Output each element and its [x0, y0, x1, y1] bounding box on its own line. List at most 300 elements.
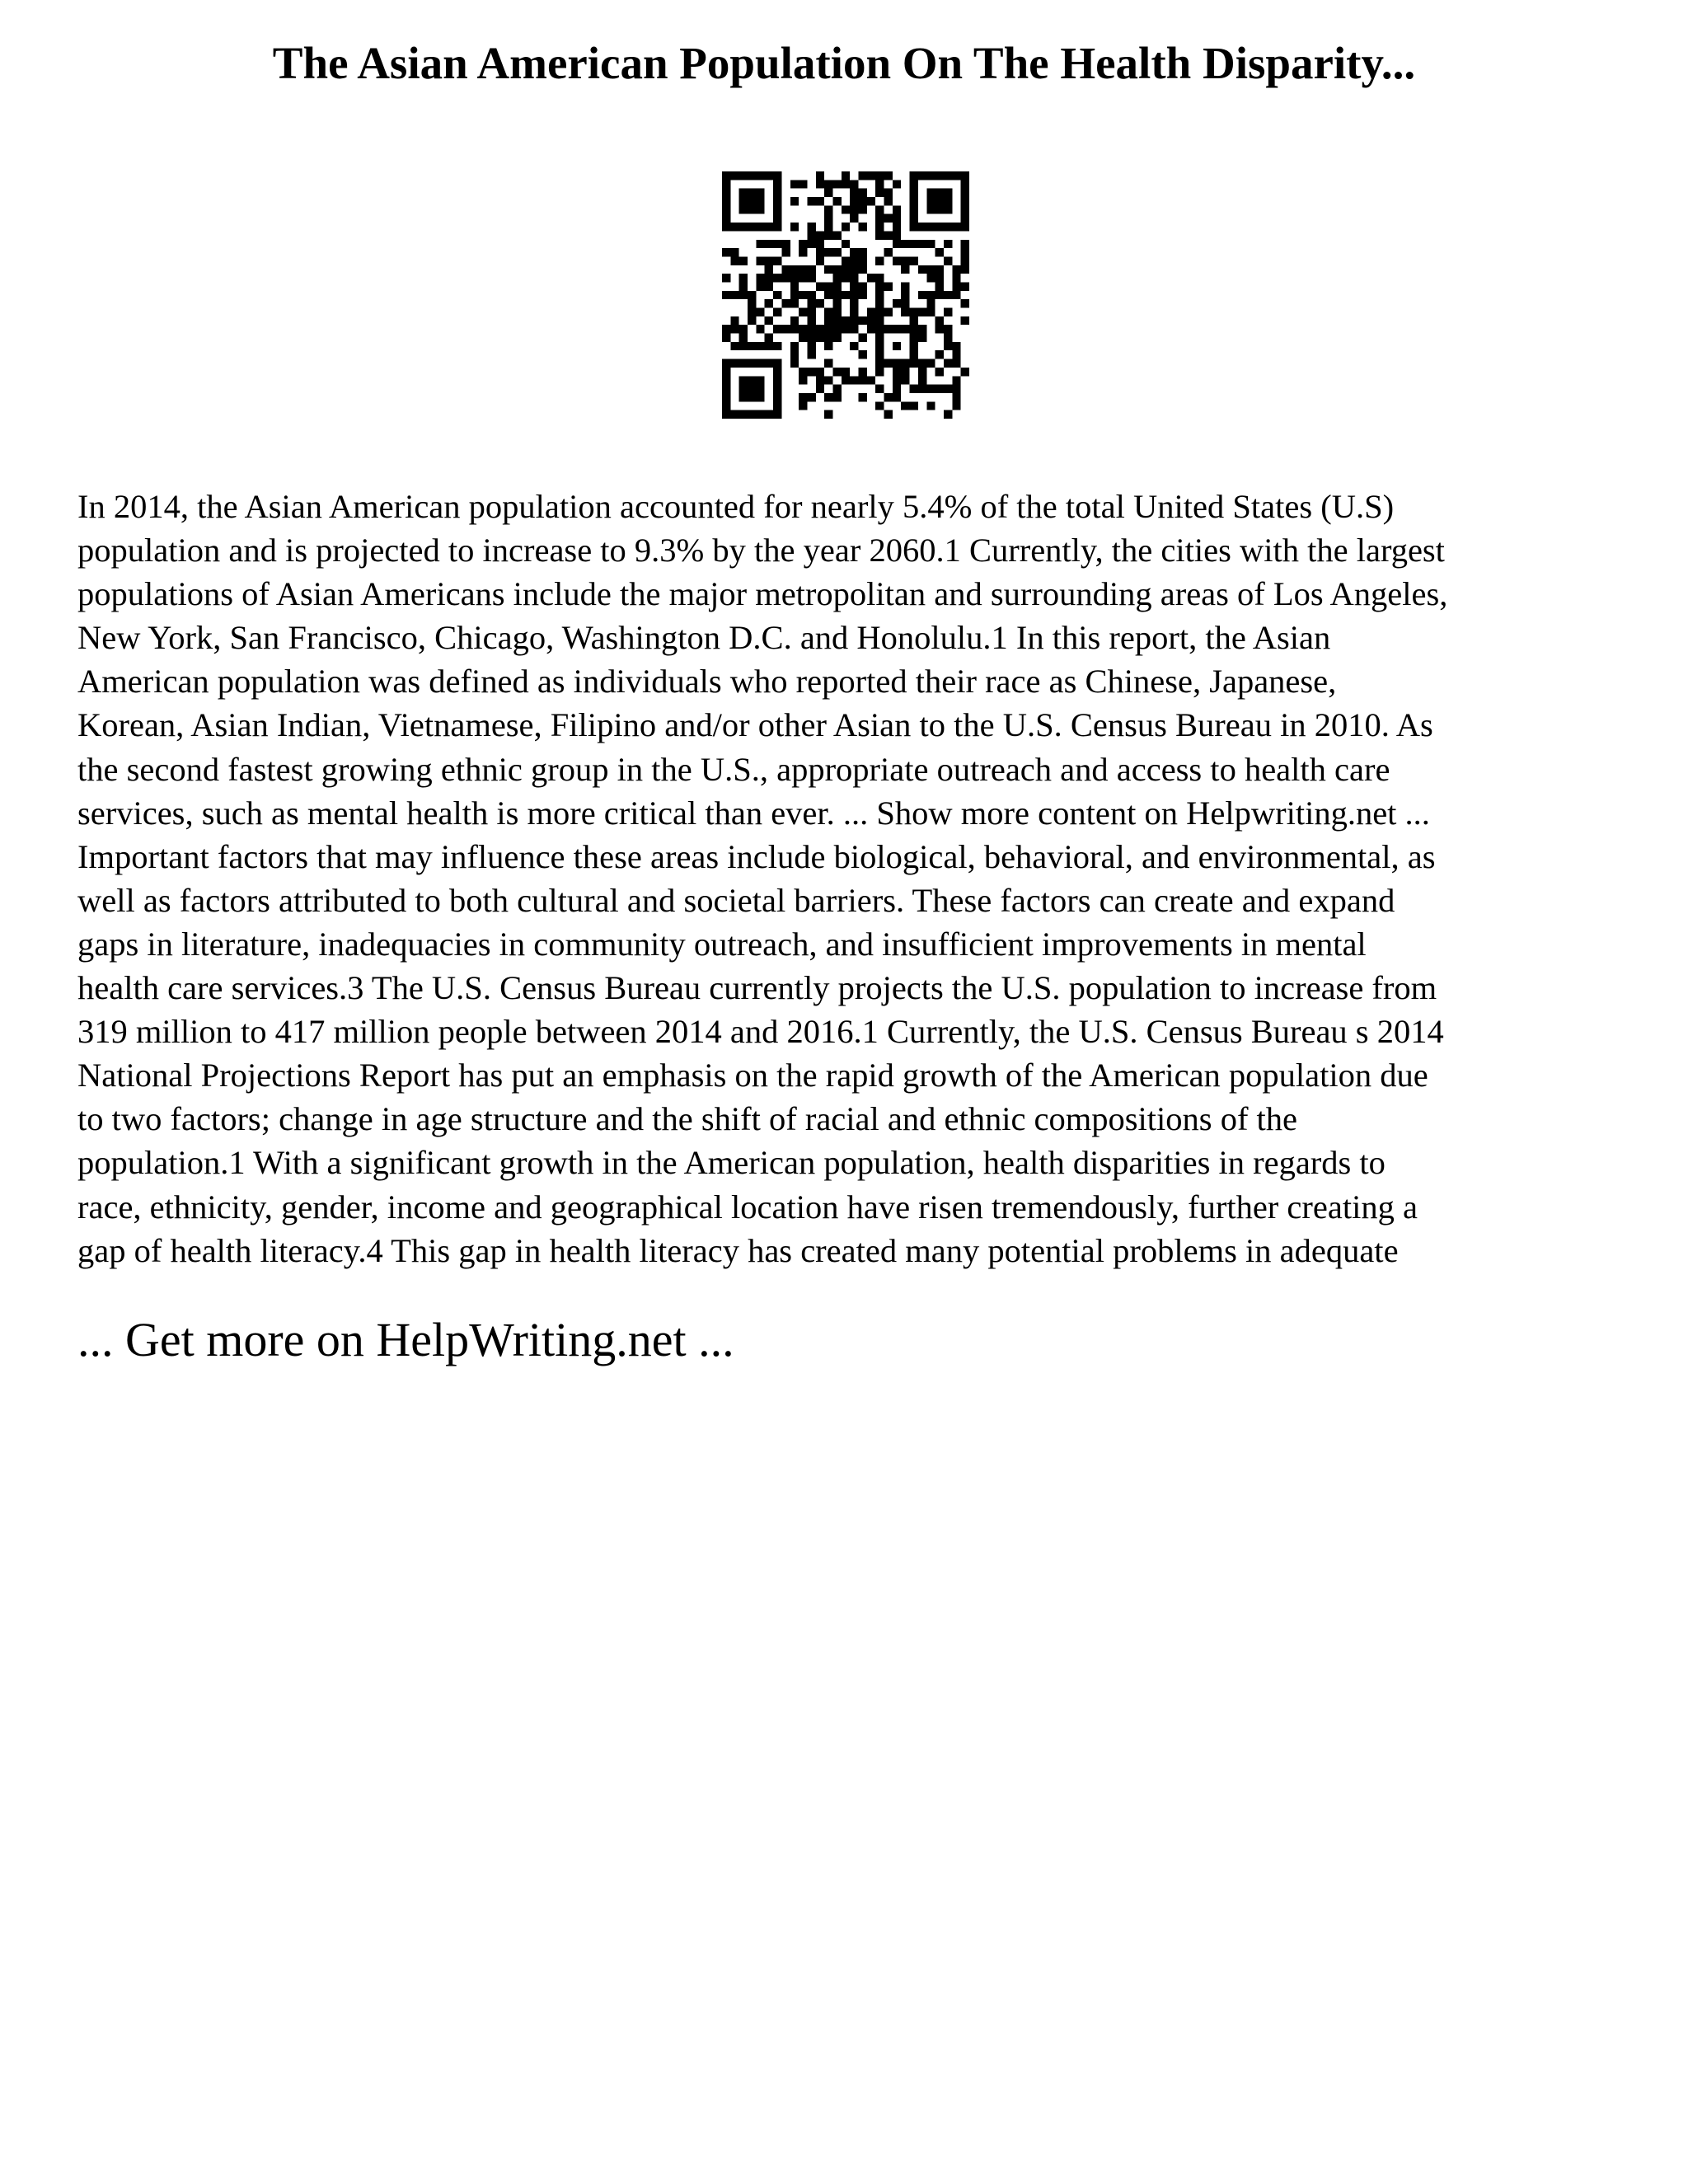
qr-module: [867, 274, 875, 282]
qr-module: [739, 291, 748, 299]
qr-module: [816, 248, 824, 256]
qr-module: [842, 171, 850, 180]
qr-module: [756, 171, 764, 180]
qr-module: [850, 376, 858, 384]
qr-module: [944, 197, 952, 205]
qr-module: [875, 231, 884, 239]
qr-module: [935, 205, 944, 213]
qr-module: [944, 223, 952, 231]
qr-module: [842, 223, 850, 231]
qr-module: [867, 197, 875, 205]
qr-module: [952, 393, 960, 401]
qr-module: [961, 214, 969, 223]
qr-module: [756, 359, 764, 368]
qr-module: [748, 197, 756, 205]
qr-module: [859, 393, 867, 401]
qr-module: [893, 205, 901, 213]
qr-module: [739, 385, 748, 393]
qr-module: [765, 342, 773, 350]
qr-module: [952, 171, 960, 180]
qr-module: [781, 325, 790, 333]
qr-module: [824, 291, 832, 299]
qr-module: [816, 240, 824, 248]
qr-module: [944, 342, 952, 350]
qr-module: [824, 223, 832, 231]
qr-module: [850, 205, 858, 213]
qr-module: [875, 385, 884, 393]
qr-module: [893, 240, 901, 248]
qr-module: [765, 334, 773, 342]
qr-module: [859, 316, 867, 325]
qr-module: [935, 350, 944, 359]
qr-module: [944, 291, 952, 299]
body-line: 319 million to 417 million people between 2014 and 2016.1 Currently, the U.S. Census Bureau s 2014: [77, 1013, 1444, 1051]
qr-module: [875, 291, 884, 299]
qr-module: [875, 359, 884, 368]
qr-module: [850, 316, 858, 325]
qr-module: [944, 205, 952, 213]
qr-module: [730, 359, 738, 368]
qr-module: [961, 248, 969, 256]
qr-module: [884, 359, 893, 368]
qr-module: [832, 316, 841, 325]
qr-module: [790, 299, 799, 307]
qr-module: [952, 401, 960, 410]
qr-module: [799, 368, 807, 376]
qr-module: [832, 248, 841, 256]
qr-module: [859, 291, 867, 299]
qr-module: [807, 316, 815, 325]
qr-module: [748, 359, 756, 368]
qr-module: [850, 299, 858, 307]
qr-module: [722, 325, 730, 333]
qr-module: [893, 385, 901, 393]
qr-module: [850, 282, 858, 290]
qr-module: [773, 197, 781, 205]
qr-module: [910, 359, 918, 368]
qr-module: [918, 359, 926, 368]
qr-module: [918, 171, 926, 180]
qr-module: [859, 171, 867, 180]
qr-module: [765, 359, 773, 368]
qr-module: [790, 197, 799, 205]
qr-module: [730, 291, 738, 299]
qr-module: [739, 359, 748, 368]
qr-module: [893, 299, 901, 307]
qr-module: [832, 231, 841, 239]
qr-module: [722, 410, 730, 419]
qr-module: [824, 316, 832, 325]
qr-module: [765, 299, 773, 307]
qr-module: [739, 205, 748, 213]
qr-module: [944, 171, 952, 180]
qr-module: [765, 274, 773, 282]
qr-module: [910, 316, 918, 325]
qr-module: [730, 342, 738, 350]
qr-module: [910, 189, 918, 197]
qr-module: [748, 189, 756, 197]
qr-module: [824, 342, 832, 350]
qr-module: [944, 189, 952, 197]
qr-module: [722, 274, 730, 282]
qr-module: [842, 368, 850, 376]
qr-module: [875, 401, 884, 410]
qr-module: [824, 282, 832, 290]
qr-module: [867, 316, 875, 325]
qr-module: [842, 265, 850, 274]
qr-module: [773, 308, 781, 316]
qr-module: [773, 410, 781, 419]
qr-module: [918, 334, 926, 342]
qr-module: [722, 171, 730, 180]
qr-module: [832, 180, 841, 188]
qr-module: [842, 316, 850, 325]
body-line: services, such as mental health is more critical than ever. ... Show more content on Helpwriting.net ...: [77, 794, 1430, 832]
qr-module: [722, 180, 730, 188]
qr-module: [824, 334, 832, 342]
qr-module: [859, 350, 867, 359]
qr-module: [807, 368, 815, 376]
qr-module: [935, 189, 944, 197]
qr-module: [799, 240, 807, 248]
qr-module: [875, 256, 884, 265]
qr-code-graphic: [722, 171, 969, 419]
qr-module: [850, 291, 858, 299]
qr-module: [901, 256, 909, 265]
qr-module: [901, 325, 909, 333]
qr-module: [867, 308, 875, 316]
qr-module: [961, 171, 969, 180]
body-line: National Projections Report has put an emphasis on the rapid growth of the American population due: [77, 1057, 1428, 1094]
qr-module: [748, 316, 756, 325]
qr-module: [748, 410, 756, 419]
qr-module: [722, 385, 730, 393]
qr-module: [765, 316, 773, 325]
qr-module: [910, 223, 918, 231]
qr-module: [799, 180, 807, 188]
qr-module: [807, 334, 815, 342]
qr-module: [918, 240, 926, 248]
qr-module: [807, 231, 815, 239]
body-line: gaps in literature, inadequacies in community outreach, and insufficient improvements in mental: [77, 925, 1367, 963]
qr-module: [884, 308, 893, 316]
qr-module: [773, 274, 781, 282]
qr-module: [935, 368, 944, 376]
qr-module: [807, 393, 815, 401]
qr-module: [790, 223, 799, 231]
qr-module: [850, 189, 858, 197]
qr-module: [910, 308, 918, 316]
qr-module: [935, 248, 944, 256]
qr-module: [952, 359, 960, 368]
qr-module: [926, 308, 935, 316]
qr-module: [944, 325, 952, 333]
qr-module: [961, 223, 969, 231]
qr-module: [773, 189, 781, 197]
qr-module: [756, 223, 764, 231]
qr-module: [961, 197, 969, 205]
qr-module: [875, 350, 884, 359]
qr-module: [910, 350, 918, 359]
qr-module: [952, 385, 960, 393]
qr-module: [867, 325, 875, 333]
qr-module: [884, 282, 893, 290]
qr-module: [850, 256, 858, 265]
qr-module: [875, 223, 884, 231]
qr-module: [910, 256, 918, 265]
qr-module: [926, 359, 935, 368]
qr-module: [816, 197, 824, 205]
qr-module: [765, 171, 773, 180]
qr-module: [961, 180, 969, 188]
qr-module: [832, 393, 841, 401]
qr-module: [910, 180, 918, 188]
qr-module: [799, 248, 807, 256]
qr-module: [875, 180, 884, 188]
qr-module: [935, 385, 944, 393]
get-more-link[interactable]: ... Get more on HelpWriting.net ...: [77, 1313, 734, 1366]
qr-module: [961, 299, 969, 307]
qr-module: [730, 171, 738, 180]
qr-module: [756, 410, 764, 419]
qr-module: [807, 325, 815, 333]
body-line: New York, San Francisco, Chicago, Washington D.C. and Honolulu.1 In this report, the Asian: [77, 619, 1331, 657]
qr-module: [773, 385, 781, 393]
qr-module: [875, 334, 884, 342]
qr-module: [739, 223, 748, 231]
qr-module: [807, 350, 815, 359]
qr-module: [961, 189, 969, 197]
qr-module: [935, 171, 944, 180]
qr-module: [850, 325, 858, 333]
qr-module: [773, 291, 781, 299]
qr-module: [824, 376, 832, 384]
qr-module: [722, 376, 730, 384]
qr-module: [773, 256, 781, 265]
qr-module: [781, 240, 790, 248]
qr-module: [859, 265, 867, 274]
qr-module: [850, 248, 858, 256]
qr-module: [756, 274, 764, 282]
qr-module: [952, 376, 960, 384]
qr-module: [756, 393, 764, 401]
qr-module: [816, 171, 824, 180]
qr-module: [926, 171, 935, 180]
body-line: populations of Asian Americans include the major metropolitan and surrounding areas of Los Angeles,: [77, 575, 1448, 613]
qr-module: [842, 256, 850, 265]
qr-module: [807, 240, 815, 248]
qr-module: [773, 401, 781, 410]
qr-module: [816, 282, 824, 290]
qr-module: [816, 368, 824, 376]
qr-module: [765, 265, 773, 274]
qr-module: [773, 325, 781, 333]
qr-module: [790, 350, 799, 359]
qr-module: [850, 308, 858, 316]
qr-module: [918, 308, 926, 316]
qr-module: [910, 385, 918, 393]
body-line: Korean, Asian Indian, Vietnamese, Filipino and/or other Asian to the U.S. Census Bureau in 2010. As: [77, 706, 1433, 744]
qr-module: [961, 265, 969, 274]
qr-module: [901, 359, 909, 368]
qr-module: [773, 342, 781, 350]
qr-module: [722, 248, 730, 256]
qr-module: [722, 223, 730, 231]
body-line: population and is projected to increase to 9.3% by the year 2060.1 Currently, the cities with the largest: [77, 532, 1445, 569]
qr-module: [875, 274, 884, 282]
qr-module: [944, 256, 952, 265]
qr-module: [926, 205, 935, 213]
qr-module: [722, 334, 730, 342]
qr-module: [756, 308, 764, 316]
qr-module: [765, 410, 773, 419]
qr-module: [807, 308, 815, 316]
qr-module: [790, 325, 799, 333]
qr-module: [832, 299, 841, 307]
qr-module: [859, 376, 867, 384]
qr-module: [875, 342, 884, 350]
qr-module: [901, 401, 909, 410]
qr-module: [816, 385, 824, 393]
qr-module: [773, 214, 781, 223]
qr-module: [824, 325, 832, 333]
body-line: Important factors that may influence these areas include biological, behavioral, and environmental, as: [77, 837, 1436, 875]
qr-module: [824, 231, 832, 239]
qr-module: [799, 393, 807, 401]
qr-module: [748, 376, 756, 384]
qr-module: [884, 197, 893, 205]
qr-module: [935, 291, 944, 299]
qr-module: [875, 189, 884, 197]
qr-module: [918, 376, 926, 384]
qr-module: [790, 282, 799, 290]
qr-module: [799, 308, 807, 316]
qr-module: [722, 197, 730, 205]
qr-module: [773, 368, 781, 376]
qr-module: [901, 308, 909, 316]
qr-module: [893, 223, 901, 231]
qr-module: [875, 368, 884, 376]
qr-module: [893, 376, 901, 384]
qr-module: [859, 197, 867, 205]
qr-module: [935, 282, 944, 290]
qr-module: [816, 256, 824, 265]
body-line: race, ethnicity, gender, income and geographical location have risen tremendously, further creating a: [77, 1188, 1418, 1226]
body-line: population.1 With a significant growth in the American population, health disparities in regards to: [77, 1144, 1386, 1182]
qr-module: [824, 180, 832, 188]
qr-module: [961, 256, 969, 265]
qr-module: [875, 205, 884, 213]
qr-module: [781, 299, 790, 307]
qr-code-icon[interactable]: [722, 171, 969, 419]
qr-module: [739, 274, 748, 282]
qr-module: [799, 325, 807, 333]
qr-module: [722, 205, 730, 213]
qr-module: [722, 401, 730, 410]
qr-module: [859, 282, 867, 290]
qr-module: [790, 342, 799, 350]
qr-module: [832, 291, 841, 299]
qr-module: [730, 223, 738, 231]
qr-module: [893, 231, 901, 239]
page-title: The Asian American Population On The Health Disparity...: [272, 38, 1416, 88]
body-line: In 2014, the Asian American population accounted for nearly 5.4% of the total United States (U.S): [77, 488, 1395, 525]
qr-module: [748, 291, 756, 299]
qr-module: [816, 376, 824, 384]
qr-module: [884, 393, 893, 401]
qr-module: [884, 214, 893, 223]
qr-module: [893, 325, 901, 333]
qr-module: [935, 325, 944, 333]
qr-module: [875, 325, 884, 333]
qr-module: [748, 223, 756, 231]
qr-module: [799, 401, 807, 410]
qr-module: [935, 316, 944, 325]
qr-module: [799, 291, 807, 299]
qr-module: [756, 342, 764, 350]
qr-module: [910, 240, 918, 248]
qr-module: [859, 189, 867, 197]
qr-module: [893, 342, 901, 350]
qr-module: [884, 325, 893, 333]
qr-module: [884, 231, 893, 239]
qr-module: [910, 401, 918, 410]
qr-module: [756, 376, 764, 384]
qr-module: [859, 205, 867, 213]
qr-module: [961, 240, 969, 248]
qr-module: [926, 223, 935, 231]
qr-module: [748, 299, 756, 307]
qr-module: [824, 359, 832, 368]
qr-module: [756, 197, 764, 205]
qr-module: [799, 334, 807, 342]
qr-module: [926, 197, 935, 205]
qr-module: [765, 256, 773, 265]
qr-module: [850, 197, 858, 205]
qr-module: [824, 393, 832, 401]
qr-module: [842, 376, 850, 384]
qr-module: [730, 248, 738, 256]
qr-module: [901, 265, 909, 274]
qr-module: [730, 316, 738, 325]
qr-module: [893, 214, 901, 223]
body-line: gap of health literacy.4 This gap in health literacy has created many potential problems in adequate: [77, 1231, 1399, 1269]
qr-module: [910, 205, 918, 213]
body-line: to two factors; change in age structure and the shift of racial and ethnic compositions of the: [77, 1100, 1298, 1138]
qr-module: [910, 171, 918, 180]
qr-module: [850, 180, 858, 188]
qr-module: [739, 171, 748, 180]
qr-module: [739, 376, 748, 384]
qr-module: [790, 291, 799, 299]
qr-module: [722, 189, 730, 197]
qr-module: [730, 325, 738, 333]
qr-module: [807, 274, 815, 282]
qr-module: [884, 189, 893, 197]
qr-module: [816, 325, 824, 333]
qr-module: [756, 189, 764, 197]
qr-module: [893, 368, 901, 376]
qr-module: [850, 214, 858, 223]
qr-module: [910, 197, 918, 205]
qr-module: [910, 325, 918, 333]
qr-module: [893, 180, 901, 188]
qr-module: [773, 240, 781, 248]
qr-module: [918, 325, 926, 333]
qr-module: [748, 308, 756, 316]
qr-module: [756, 325, 764, 333]
qr-module: [730, 410, 738, 419]
